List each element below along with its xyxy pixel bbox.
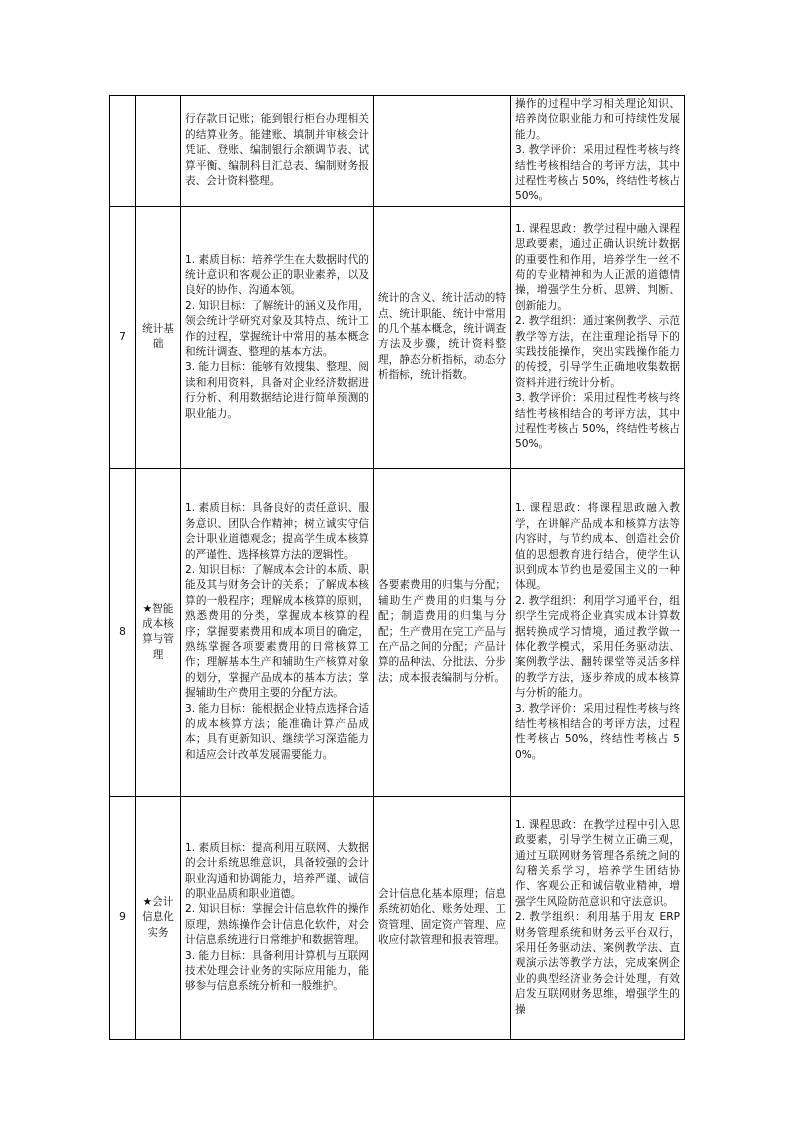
requirement-text: 2. 教学组织：利用基于用友 ERP 财务管理系统和财务云平台双行，采用任务驱动法、案例教学法、直观演示法等教学方法，完成案例企业的典型经济业务会计处理，有效启发互联网财务思维，增强学生的操 xyxy=(515,911,680,1016)
requirement-text: 2. 教学组织：通过案例教学、示范教学等方法，在注重理论指导下的实践技能操作，突出实践操作能力的传授，引导学生正确地收集数据资料并进行统计分析。 xyxy=(515,315,680,389)
course-objectives xyxy=(181,96,374,207)
objective-text: 2. 知识目标：掌握会计信息软件的操作原理，熟练操作会计信息化软件，对会计信息系统进行日常维护和数据管理。 xyxy=(185,903,369,947)
teaching-requirements xyxy=(511,206,685,468)
objective-text: 行存款日记账；能到银行柜台办理相关的结算业务。能建账、填制并审核会计凭证、登账、编制银行余额调节表、试算平衡、编制科目汇总表、编制财务报表、会计资料整理。 xyxy=(185,113,369,188)
course-content xyxy=(374,96,511,207)
course-content: 各要素费用的归集与分配；辅助生产费用的归集与分配；制造费用的归集与分配；生产费用在完工产品与在产品之间的分配；产品计算的品种法、分批法、分步法；成本报表编制与分析。 xyxy=(374,468,511,796)
course-content: 统计的含义、统计活动的特点、统计职能、统计中常用的几个基本概念，统计调查方法及步骤，统计资料整理，静态分析指标，动态分析指标，统计指数。 xyxy=(374,206,511,468)
row-number: 7 xyxy=(110,206,136,468)
objective-text: 3. 能力目标：能够有效搜集、整理、阅读和利用资料，具备对企业经济数据进行分析、利用数据结论进行简单预测的职业能力。 xyxy=(185,361,369,420)
objective-text: 3. 能力目标：能根据企业特点选择合适的成本核算方法；能准确计算产品成本；具有更新知识、继续学习深造能力和适应会计改革发展需要能力。 xyxy=(185,702,369,761)
table-row xyxy=(110,796,685,1039)
requirement-text: 2. 教学组织：利用学习通平台，组织学生完成将企业真实成本计算数据转换成学习情境，通过教学做一体化教学模式，采用任务驱动法、案例教学法、翻转课堂等灵活多样的教学方法，逐步养成的成本核算与分析的能力。 xyxy=(515,594,680,700)
requirement-text: 3. 教学评价：采用过程性考核与终结性考核相结合的考评方法，过程性考核占 50%，终结性考核占 50%。 xyxy=(515,702,680,761)
teaching-requirements xyxy=(511,96,685,207)
course-name xyxy=(136,96,181,207)
table-row xyxy=(110,96,685,207)
table-row xyxy=(110,468,685,796)
course-table xyxy=(109,95,685,1040)
requirement-text: 3. 教学评价：采用过程性考核与终结性考核相结合的考评方法，其中过程性考核占 50%，终结性考核占 50%。 xyxy=(515,144,680,203)
requirement-text: 1. 课程思政：教学过程中融入课程思政要素，通过正确认识统计数据的重要性和作用，培养学生一丝不苟的专业精神和为人正派的道德情操，增强学生分析、思辨、判断、创新能力。 xyxy=(515,222,680,312)
objective-text: 1. 素质目标：提高利用互联网、大数据的会计系统思维意识，具备较强的会计职业沟通和协调能力，培养严谨、诚信的职业品质和职业道德。 xyxy=(185,841,369,901)
course-objectives xyxy=(181,468,374,796)
course-name: 统计基础 xyxy=(136,206,181,468)
row-number: 8 xyxy=(110,468,136,796)
teaching-requirements xyxy=(511,468,685,796)
requirement-text: 1. 课程思政：在教学过程中引入思政要素，引导学生树立正确三观，通过互联网财务管理各系统之间的勾稽关系学习，培养学生团结协作、客观公正和诚信敬业精神，增强学生风险防范意识和守法意识。 xyxy=(515,818,680,908)
objective-text: 3. 能力目标：具备利用计算机与互联网技术处理会计业务的实际应用能力，能够参与信息系统分析和一般维护。 xyxy=(185,949,369,993)
objective-text: 1. 素质目标：具备良好的责任意识、服务意识、团队合作精神；树立诚实守信会计职业道德观念；提高学生成本核算的严谨性、选择核算方法的逻辑性。 xyxy=(185,502,369,561)
objective-text: 1. 素质目标：培养学生在大数据时代的统计意识和客观公正的职业素养，以及良好的协作、沟通本领。 xyxy=(185,253,369,297)
table-row xyxy=(110,206,685,468)
course-name: ★智能成本核算与管理 xyxy=(136,468,181,796)
requirement-text: 操作的过程中学习相关理论知识、培养岗位职业能力和可持续性发展能力。 xyxy=(515,98,680,141)
objective-text: 2. 知识目标：了解成本会计的本质、职能及其与财务会计的关系；了解成本核算的一般程序；理解成本核算的原则，熟悉费用的分类，掌握成本核算的程序；掌握要素费用和成本项目的确定，熟练掌握各项要素费用的日常核算工作；理解基本生产和辅助生产核算对象的划分，掌握产品成本的基本方法；掌握辅助生产费用主要的分配方法。 xyxy=(185,564,369,700)
course-name: ★会计信息化实务 xyxy=(136,796,181,1039)
requirement-text: 3. 教学评价：采用过程性考核与终结性考核相结合的考评方法，其中过程性考核占 50%，终结性考核占 50%。 xyxy=(515,392,680,451)
objective-text: 2. 知识目标：了解统计的涵义及作用，领会统计学研究对象及其特点、统计工作的过程，掌握统计中常用的基本概念和统计调查、整理的基本方法。 xyxy=(185,299,369,359)
course-objectives xyxy=(181,206,374,468)
row-number xyxy=(110,96,136,207)
course-content: 会计信息化基本原理；信息系统初始化、账务处理、工资管理、固定资产管理、应收应付款管理和报表管理。 xyxy=(374,796,511,1039)
teaching-requirements xyxy=(511,796,685,1039)
row-number: 9 xyxy=(110,796,136,1039)
requirement-text: 1. 课程思政：将课程思政融入教学，在讲解产品成本和核算方法等内容时，与节约成本、创造社会价值的思想教育进行结合，使学生认识到成本节约也是爱国主义的一种体现。 xyxy=(515,502,680,592)
course-objectives xyxy=(181,796,374,1039)
